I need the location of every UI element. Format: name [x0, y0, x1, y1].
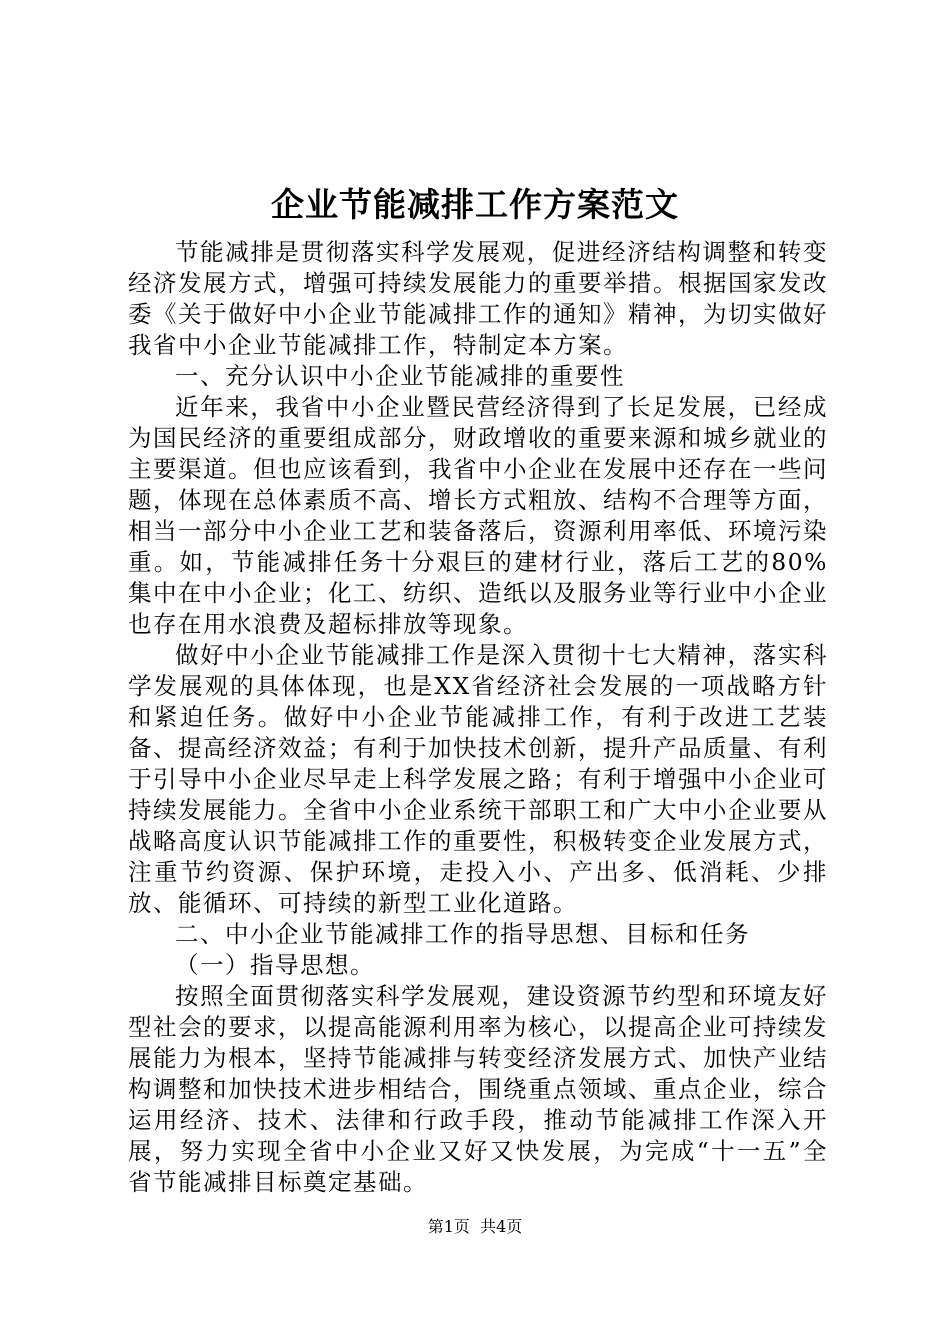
- paragraph-intro: 节能减排是贯彻落实科学发展观，促进经济结构调整和转变经济发展方式，增强可持续发展能力的重要举措。根据国家发改委《关于做好中小企业节能减排工作的通知》精神，为切实做好我省中小企业节能减排工作，特制定本方案。: [128, 238, 828, 359]
- page-footer: [0, 1215, 950, 1239]
- footer-separator: [470, 1217, 480, 1236]
- section-heading-1: 一、充分认识中小企业节能减排的重要性: [175, 362, 625, 390]
- paragraph-background: 近年来，我省中小企业暨民营经济得到了长足发展，已经成为国民经济的重要组成部分，财政增收的重要来源和城乡就业的主要渠道。但也应该看到，我省中小企业在发展中还存在一些问题，体现在总体素质不高、增长方式粗放、结构不合理等方面，相当一部分中小企业工艺和装备落后，资源利用率低、环境污染重。如，节能减排任务十分艰巨的建材行业，落后工艺的80%集中在中小企业；化工、纺织、造纸以及服务业等行业中小企业也存在用水浪费及超标排放等现象。: [128, 393, 828, 638]
- section-heading-2: 二、中小企业节能减排工作的指导思想、目标和任务: [175, 920, 750, 948]
- page-total: 共4页: [480, 1217, 523, 1236]
- document-body: [128, 237, 828, 1198]
- subsection-heading-1: （一）指导思想。: [175, 951, 375, 979]
- page-number: 第1页: [427, 1217, 470, 1236]
- document-title: 企业节能减排工作方案范文: [271, 185, 679, 224]
- paragraph-significance: 做好中小企业节能减排工作是深入贯彻十七大精神，落实科学发展观的具体体现，也是XX省经济社会发展的一项战略方针和紧迫任务。做好中小企业节能减排工作，有利于改进工艺装备、提高经济效益；有利于加快技术创新，提升产品质量、有利于引导中小企业尽早走上科学发展之路；有利于增强中小企业可持续发展能力。全省中小企业系统干部职工和广大中小企业要从战略高度认识节能减排工作的重要性，积极转变企业发展方式，注重节约资源、保护环境，走投入小、产出多、低消耗、少排放、能循环、可持续的新型工业化道路。: [128, 641, 828, 917]
- paragraph-guiding-ideology: 按照全面贯彻落实科学发展观，建设资源节约型和环境友好型社会的要求，以提高能源利用率为核心，以提高企业可持续发展能力为根本，坚持节能减排与转变经济发展方式、加快产业结构调整和加快技术进步相结合，围绕重点领域、重点企业，综合运用经济、技术、法律和行政手段，推动节能减排工作深入开展，努力实现全省中小企业又好又快发展，为完成“十一五”全省节能减排目标奠定基础。: [128, 982, 828, 1196]
